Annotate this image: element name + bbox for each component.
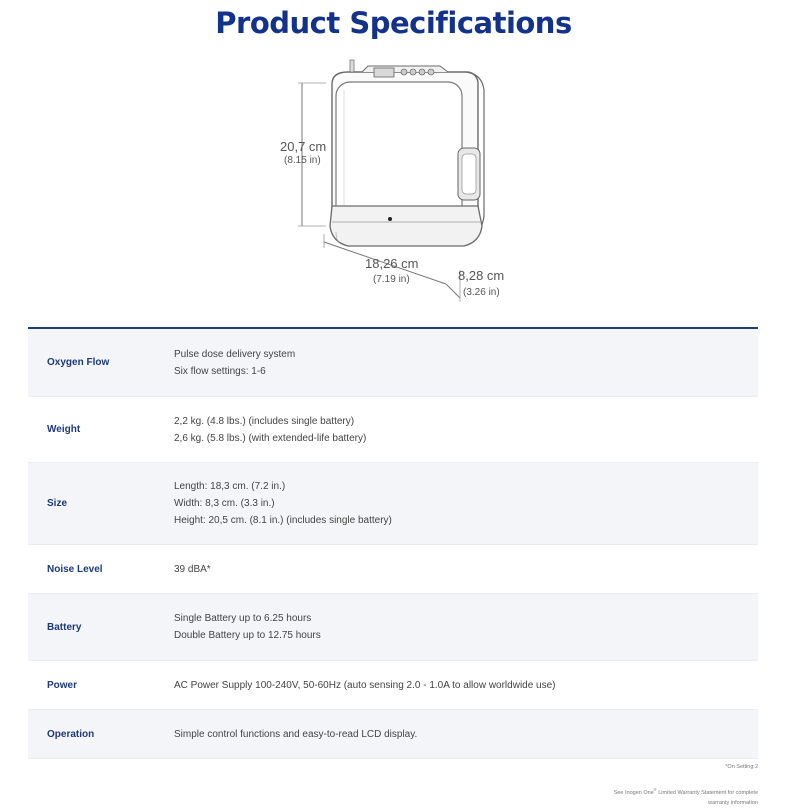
- spec-value-line: Pulse dose delivery system: [174, 348, 296, 360]
- warranty-line2: warranty information: [708, 799, 758, 806]
- spec-value-line: Simple control functions and easy-to-read LCD display.: [174, 728, 418, 740]
- spec-row-power: [28, 661, 758, 710]
- spec-value-line: Length: 18,3 cm. (7.2 in.): [174, 481, 286, 492]
- warranty-note: [558, 785, 758, 808]
- spec-value: [174, 478, 392, 529]
- spec-label: Operation: [47, 728, 95, 740]
- spec-row-battery: [28, 594, 758, 661]
- concentrator-illustration: [270, 56, 530, 306]
- product-dimension-drawing: [270, 56, 530, 306]
- spec-label: Battery: [47, 621, 82, 633]
- height-in-label: (8.15 in): [284, 155, 321, 166]
- spec-value: [174, 610, 321, 644]
- spec-row-noise-level: [28, 545, 758, 594]
- warranty-suffix: Limited Warranty Statement for complete: [656, 789, 758, 796]
- spec-value-line: 2,6 kg. (5.8 lbs.) (with extended-life battery): [174, 432, 367, 444]
- spec-row-weight: [28, 397, 758, 463]
- warranty-prefix: See Inogen One: [613, 789, 654, 796]
- width-cm-label: 8,28 cm: [458, 268, 505, 283]
- spec-value-line: AC Power Supply 100-240V, 50-60Hz (auto sensing 2.0 - 1.0A to allow worldwide use): [174, 679, 556, 691]
- length-cm-label: 18,26 cm: [365, 256, 419, 271]
- length-in-label: (7.19 in): [373, 274, 410, 285]
- spec-value-line: Single Battery up to 6.25 hours: [174, 613, 312, 624]
- spec-label: Weight: [47, 424, 81, 435]
- spec-value-line: Height: 20,5 cm. (8.1 in.) (includes single battery): [174, 515, 392, 526]
- spec-row-operation: [28, 710, 758, 759]
- spec-value-line: 39 dBA*: [174, 563, 211, 575]
- spec-value: [174, 726, 417, 743]
- spec-label: Size: [47, 498, 68, 509]
- spec-value: [174, 677, 556, 694]
- spec-value: [174, 561, 211, 578]
- footnote: *On Setting 2: [725, 764, 758, 770]
- registered-mark: ®: [653, 787, 657, 792]
- specifications-table: [28, 327, 758, 759]
- spec-value-line: 2,2 kg. (4.8 lbs.) (includes single battery): [174, 415, 355, 427]
- spec-value-line: Six flow settings: 1-6: [174, 365, 266, 377]
- spec-row-oxygen-flow: [28, 329, 758, 397]
- spec-value-line: Double Battery up to 12.75 hours: [174, 630, 321, 641]
- spec-value: [174, 346, 295, 380]
- spec-label: Oxygen Flow: [47, 357, 110, 368]
- spec-label: Noise Level: [47, 563, 103, 575]
- page-title: Product Specifications: [215, 6, 572, 40]
- spec-label: Power: [47, 679, 78, 691]
- spec-row-size: [28, 463, 758, 545]
- spec-value-line: Width: 8,3 cm. (3.3 in.): [174, 498, 275, 509]
- height-cm-label: 20,7 cm: [280, 139, 327, 154]
- width-in-label: (3.26 in): [463, 287, 500, 298]
- spec-value: [174, 413, 366, 447]
